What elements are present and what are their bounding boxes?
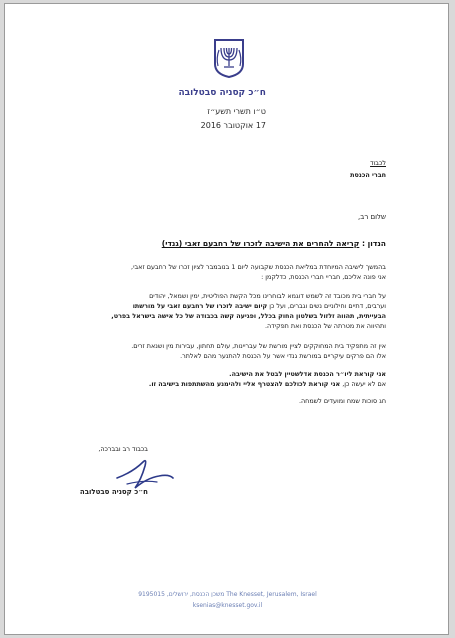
body-p1-line1: בהמשך לישיבה המיוחדת במליאת הכנסת שקבועה ליום 1 בנובמבר לציון זכרו של רחבעם זאבי,	[131, 263, 386, 271]
body-p2-line4: ותהיווה את מטרתה של הכנסת ואת תפקידה.	[264, 322, 386, 330]
body-p4-line2	[149, 380, 386, 389]
body-p4-line1: אני קוראת ליו״ר הכנסת אדלשטיין לבטל את הישיבה.	[229, 370, 386, 378]
body-p3-line2: אלו הם פרקים עיקריים במורשת גנדי אשר על הכנסת להתנער מהם לאלתר.	[180, 352, 386, 360]
signer-name: ח״כ קסניה סבטלובה	[79, 488, 148, 496]
body-p5: חג סוכות שמח ומועדים לשמחה.	[298, 397, 386, 405]
body-p2-line2-b: קיום ישיבה לזכרו של רחבעם זאבי על מורשתו	[132, 302, 268, 310]
menorah-emblem-icon	[212, 38, 246, 78]
greeting: שלום רב,	[358, 213, 386, 221]
footer-email: ksenias@knesset.gov.il	[192, 602, 263, 609]
sender-name-header: ח״כ קסניה סבטלובה	[178, 88, 266, 98]
body-p2-line3: הבעייתית, תהווה זלזול בשלטון החוק בכלל, ופגיעה קשה בכבודה של כל אישה בישראל בפרט,	[111, 312, 386, 320]
body-p3-line1: אין זה מתפקיד בית המחוקקים לציין מורשת של עבריינות, עולם תחתון, עבירות מין ושנאת זרים.	[131, 342, 386, 350]
recipient-honorific: לכבוד	[370, 159, 386, 167]
footer-address: משכן הכנסת, ירושלים, 9195015 The Knesset, Jerusalem, Israel	[138, 591, 317, 598]
date-hebrew: ט״ו תשרי תשע״ז	[207, 107, 266, 116]
body-p4-line2-b: אני קוראת לכולכם להצטרף אליי ולהימנע מהשתתפות בישיבה זו.	[148, 380, 341, 388]
body-p2-line1: על חברי בית מכובד זה לשמש דוגמא לבוחרינו מכל הקשת הפוליטית, ימין ושמאל, יהודים	[149, 292, 386, 300]
body-p4-line2-a: אם לא יעשה כן,	[342, 380, 386, 388]
subject-text: קריאה להחרים את הישיבה לזכרו של רחבעם זאבי (גנדי)	[161, 239, 360, 248]
subject-line	[162, 239, 386, 248]
body-p2-line2-a: וערבים, דתיים וחילוניים נשים וגברים, ועל כן	[269, 302, 386, 310]
recipient-group: חברי הכנסת	[350, 171, 386, 179]
body-p1-line2: אני פונה אליכם, חבריי חברי הכנסת, כדלקמן :	[261, 273, 386, 281]
letter-page	[4, 3, 449, 635]
body-p2-line2	[133, 302, 386, 311]
closing-regards: בכבוד רב ובברכה,	[98, 445, 148, 453]
subject-label: הנדון :	[361, 239, 386, 248]
date-gregorian: 17 אוקטובר 2016	[200, 121, 266, 130]
